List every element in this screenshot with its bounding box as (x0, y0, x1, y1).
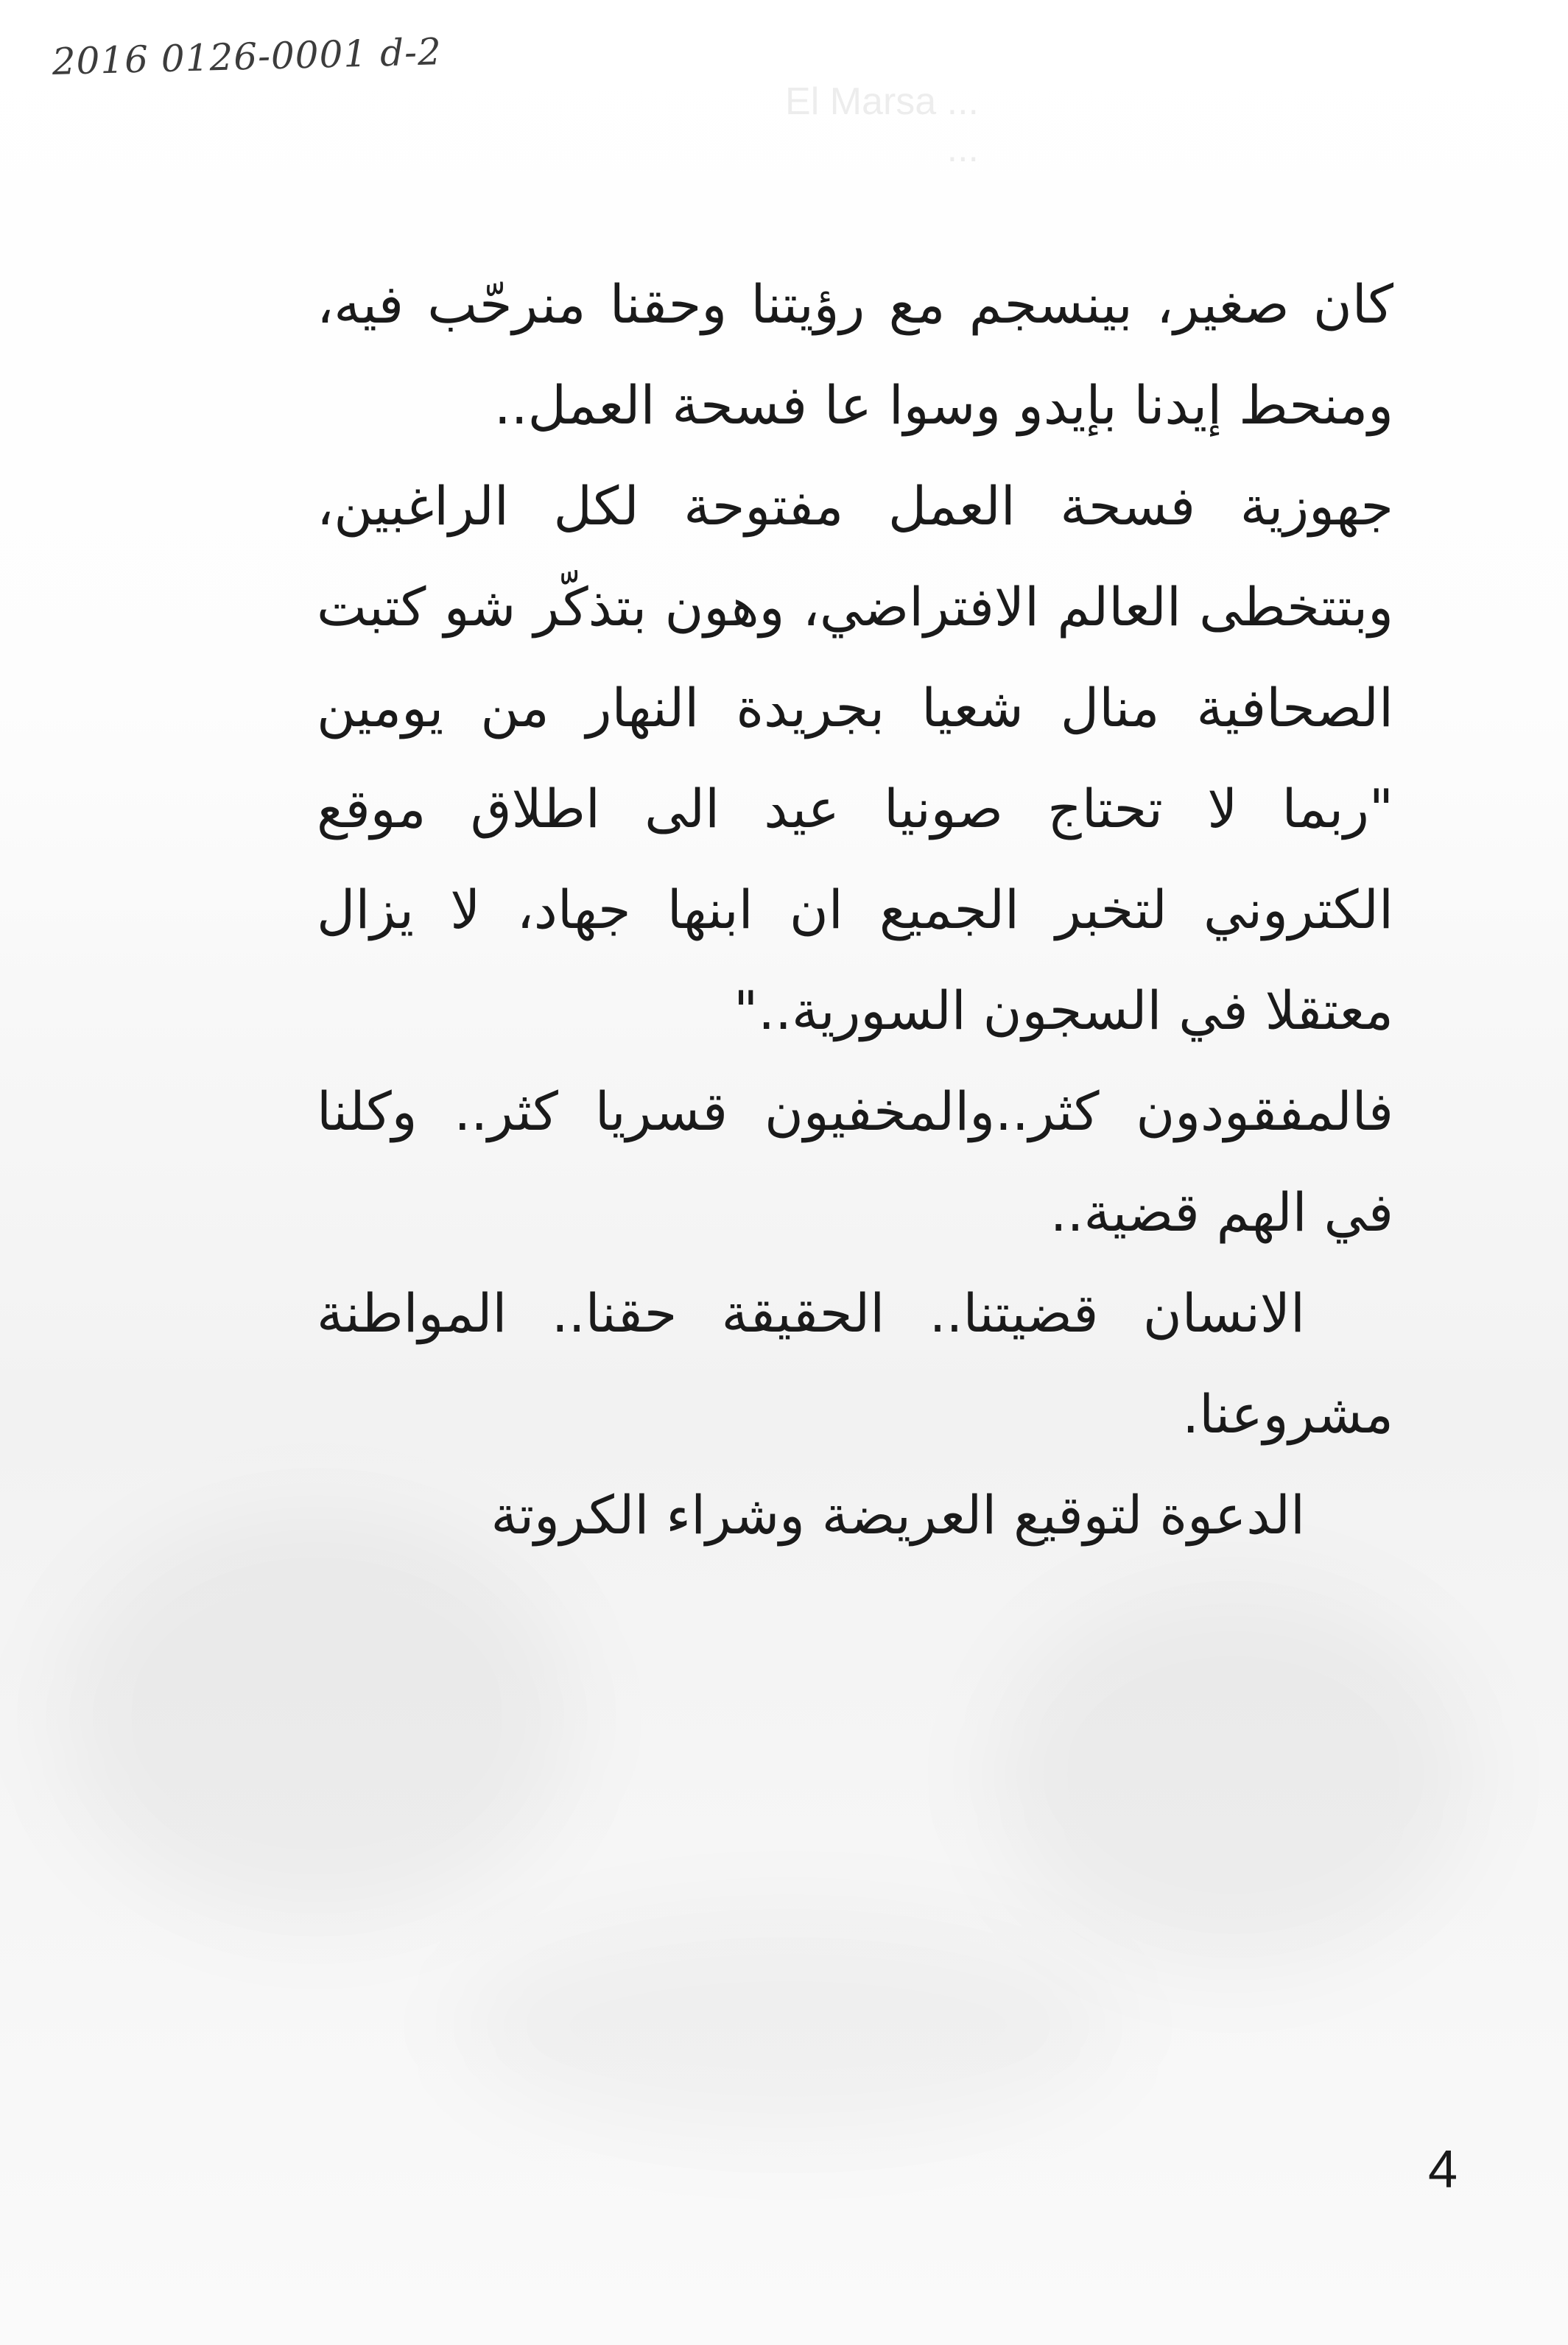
document-body (317, 254, 1393, 1566)
paragraph-slogan: الانسان قضيتنا.. الحقيقة حقنا.. المواطنة مشروعنا. (317, 1282, 1393, 1445)
scan-shadow (59, 1510, 574, 1922)
page-number: 4 (1427, 2140, 1458, 2199)
scan-shadow (994, 1583, 1473, 1966)
handwritten-reference-number: 2016 0126-0001 d-2 (52, 30, 443, 83)
paragraph-intro: كان صغير، بينسجم مع رؤيتنا وحقنا منرحّب فيه، ومنحط إيدنا بإيدو وسوا عا فسحة العمل.. (317, 273, 1393, 436)
bleed-through-text: ... (946, 127, 979, 170)
paragraph-invitation: الدعوة لتوقيع العريضة وشراء الكروتة (491, 1484, 1305, 1546)
scan-shadow (457, 1915, 1119, 2136)
paragraph-quote: جهوزية فسحة العمل مفتوحة لكل الراغبين، وبتتخطى العالم الافتراضي، وهون بتذكّر شو كتبت الصحافية منال شعيا بجريدة النهار من يومين "ربما لا تحتاج صونيا عيد الى اطلاق موقع الكتروني لتخبر الجميع ان ابنها جهاد، لا يزال معتقلا في السجون السورية.." (317, 475, 1393, 1041)
bleed-through-text: El Marsa ... (785, 80, 979, 123)
paragraph-missing: فالمفقودون كثر..والمخفيون قسريا كثر.. وكلنا في الهم قضية.. (317, 1080, 1393, 1243)
